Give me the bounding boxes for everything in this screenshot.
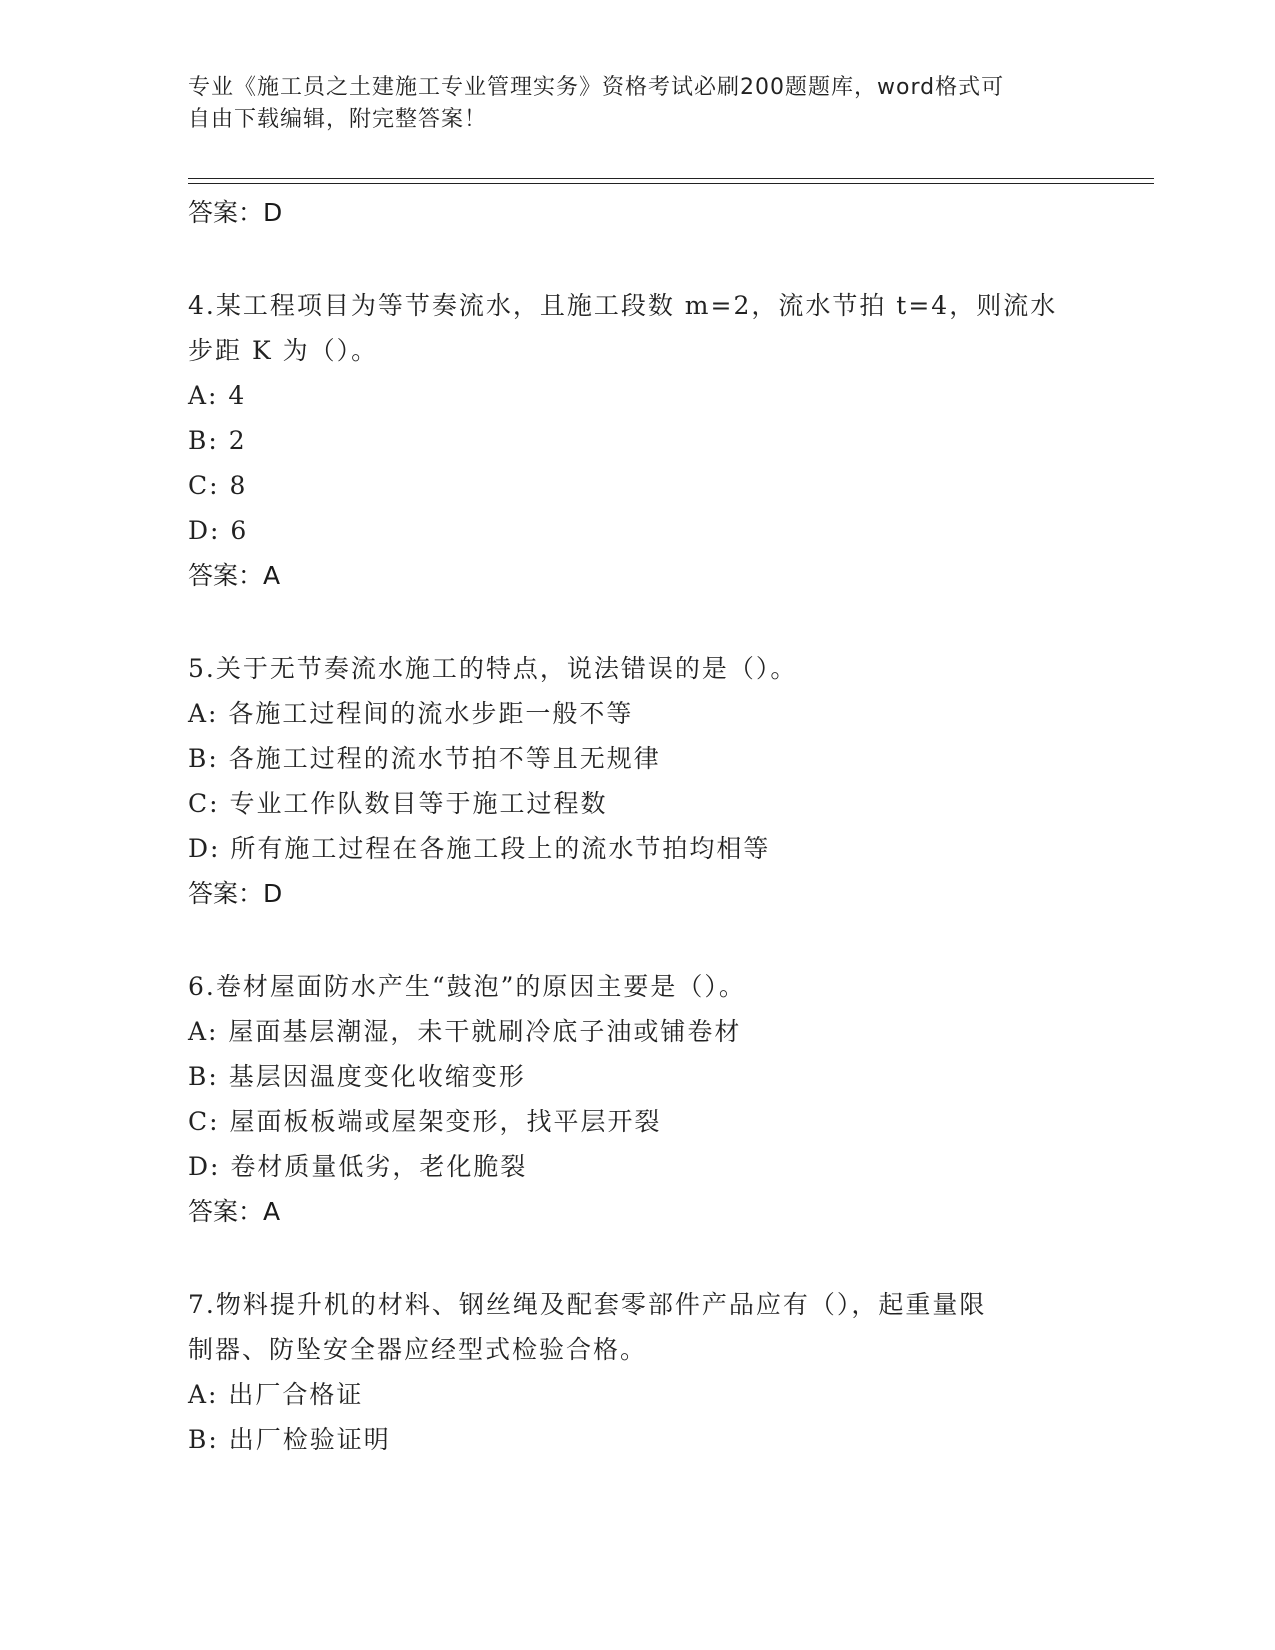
- question-text-line: 步距 K 为（）。: [188, 336, 379, 365]
- option-a: A: 各施工过程间的流水步距一般不等: [188, 699, 634, 728]
- question-item: [188, 964, 1148, 1234]
- question-text: [188, 964, 1098, 1009]
- question-text-line: 4.某工程项目为等节奏流水，且施工段数 m=2，流水节拍 t=4，则流水: [188, 291, 1058, 320]
- question-text-line: 制器、防坠安全器应经型式检验合格。: [188, 1335, 648, 1364]
- option-d: D: 所有施工过程在各施工段上的流水节拍均相等: [188, 834, 771, 863]
- question-text: [188, 283, 1098, 373]
- header-divider-bottom: [188, 183, 1154, 184]
- question-item: [188, 646, 1148, 916]
- question-text-line: 5.关于无节奏流水施工的特点，说法错误的是（）。: [188, 654, 798, 683]
- question-text-line: 6.卷材屋面防水产生“鼓泡”的原因主要是（）。: [188, 972, 746, 1001]
- option-b: B: 2: [188, 426, 247, 455]
- answer-label: 答案：A: [188, 1197, 281, 1226]
- question-list: [188, 190, 1148, 1462]
- header-line-2: 自由下载编辑，附完整答案！: [188, 107, 488, 132]
- answer-label: 答案：A: [188, 561, 281, 590]
- header-divider-top: [188, 178, 1154, 179]
- option-c: C: 专业工作队数目等于施工过程数: [188, 789, 608, 818]
- option-d: D: 卷材质量低劣，老化脆裂: [188, 1152, 528, 1181]
- question-item: [188, 1282, 1148, 1462]
- header-line-1: 专业《施工员之土建施工专业管理实务》资格考试必刷200题题库，word格式可: [188, 75, 1005, 100]
- option-a: A: 屋面基层潮湿，未干就刷冷底子油或铺卷材: [188, 1017, 742, 1046]
- question-text: [188, 646, 1098, 691]
- question-item: [188, 283, 1148, 598]
- option-b: B: 基层因温度变化收缩变形: [188, 1062, 526, 1091]
- option-c: C: 8: [188, 471, 248, 500]
- option-d: D: 6: [188, 516, 249, 545]
- option-a: A: 出厂合格证: [188, 1380, 364, 1409]
- option-b: B: 出厂检验证明: [188, 1425, 391, 1454]
- answer-label: 答案：D: [188, 879, 283, 908]
- question-text: [188, 1282, 1098, 1372]
- question-text-line: 7.物料提升机的材料、钢丝绳及配套零部件产品应有（），起重量限: [188, 1290, 987, 1319]
- option-a: A: 4: [188, 381, 247, 410]
- answer-label: 答案：D: [188, 198, 283, 227]
- option-c: C: 屋面板板端或屋架变形，找平层开裂: [188, 1107, 662, 1136]
- option-b: B: 各施工过程的流水节拍不等且无规律: [188, 744, 661, 773]
- document-header: [188, 72, 1088, 136]
